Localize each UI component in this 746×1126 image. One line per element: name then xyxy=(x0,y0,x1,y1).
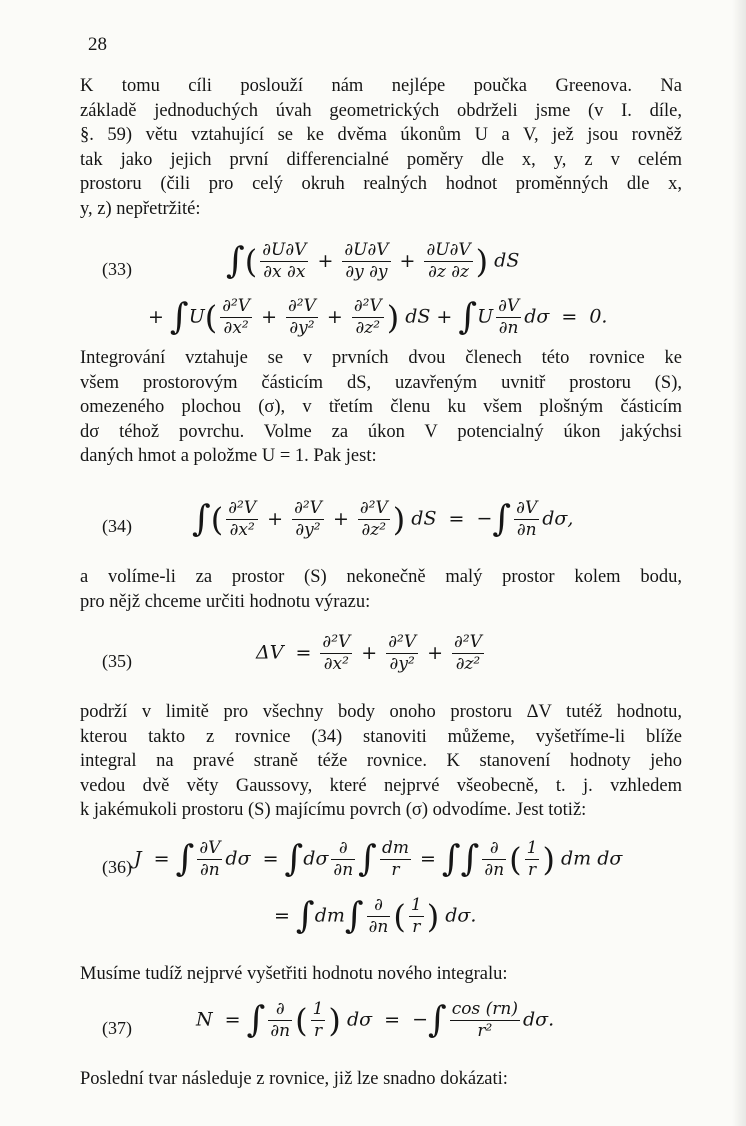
equation-number: (35) xyxy=(102,651,132,671)
text-line: Musíme tudíž nejprvé vyšetřiti hodnotu nového integralu: xyxy=(80,964,508,984)
equation-35: ΔV = $\frac{\text{∂²V}}{\text{∂x²}}$ + $\frac{\text{∂²V}}{\text{∂y²}}$ + $\frac{\text{∂²V}}{\text{∂z²}}$ xyxy=(256,632,482,674)
text-line: daných hmot a položme U = 1. Pak jest: xyxy=(80,446,377,466)
text-line: základě jednoduchých úvah geometrických obdrželi jsme (v I. díle, xyxy=(80,100,682,121)
text-line: kterou takto z rovnice (34) stanoviti můžeme, vyšetříme-li blíže xyxy=(80,726,682,747)
equation-number: (34) xyxy=(102,516,132,536)
text-line: dσ téhož povrchu. Volme za úkon V potencialný úkon jakýchsi xyxy=(80,421,682,442)
text-line: prostoru (čili pro celý okruh realných hodnot proměnných dle x, xyxy=(80,174,682,194)
text-line: a volíme-li za prostor (S) nekonečně malý prostor kolem bodu, xyxy=(80,567,682,587)
paragraph-limit xyxy=(80,700,682,823)
text-line: pro nějž chceme určiti hodnotu výrazu: xyxy=(80,591,371,612)
page-edge-shadow xyxy=(732,0,746,1126)
text-line: podrží v limitě pro všechny body onoho prostoru ΔV tutéž hodnotu, xyxy=(80,702,682,722)
text-line: Poslední tvar následuje z rovnice, již lze snadno dokázati: xyxy=(80,1069,508,1089)
text-line: K tomu cíli poslouží nám nejlépe poučka Greenova. Na xyxy=(80,76,682,96)
page-number: 28 xyxy=(88,34,107,55)
text-line: §. 59) větu vztahující se ke dvěma úkonům U a V, jež jsou rovněž xyxy=(80,125,682,145)
paragraph-intro xyxy=(80,74,682,221)
equation-34: ∫( $\frac{\text{∂²V}}{\text{∂x²}}$ + $\frac{\text{∂²V}}{\text{∂y²}}$ + $\frac{\text{∂²V}}{\text{∂z²}}$ ) dS = −∫ $\frac{\partial V}{\partial n}$ dσ, xyxy=(192,498,574,540)
text-line: y, z) nepřetržité: xyxy=(80,198,201,219)
text-line: omezeného plochou (σ), v třetím členu ku všem plošným částicím xyxy=(80,397,682,417)
equation-36-line-1: J = ∫ $\frac{\partial V}{\partial n}$ dσ = ∫dσ $\frac{\partial}{\partial n}$ ∫ $\frac{dm}{r}$ = ∫∫ $\frac{\partial}{\partial n}$ ( $\frac{1}{r}$ ) dm dσ xyxy=(134,838,623,880)
equation-number: (37) xyxy=(102,1018,132,1038)
paragraph-new-integral xyxy=(80,962,682,987)
text-line: vedou dvě věty Gaussovy, které nejprvé všeobecně, t. j. vzhledem xyxy=(80,775,682,796)
paragraph-integration xyxy=(80,346,682,469)
text-line: Integrování vztahuje se v prvních dvou členech této rovnice ke xyxy=(80,348,682,368)
paragraph-volume xyxy=(80,565,682,614)
paragraph-last xyxy=(80,1067,682,1092)
text-line: k jakémukoli prostoru (S) majícímu povrch (σ) odvodíme. Jest totiž: xyxy=(80,800,587,820)
text-line: integral na pravé straně téže rovnice. K stanovení hodnoty jeho xyxy=(80,751,682,771)
equation-number: (36) xyxy=(102,857,132,877)
equation-33-line-1: ∫( $\frac{\partial U\partial V}{\partial x \partial x}$ + $\frac{\partial U\partial V}{\partial y \partial y}$ + $\frac{\partial U\partial V}{\partial z \partial z}$ ) dS xyxy=(226,240,520,282)
equation-37: N = ∫ $\frac{\partial}{\partial n}$ ( $\frac{1}{r}$ ) dσ = −∫ $\frac{\cos (rn)}{\text{r²}}$ dσ. xyxy=(196,999,555,1041)
text-line: tak jako jejich první differencialné poměry dle x, y, z v celém xyxy=(80,149,682,170)
equation-33-line-2: + ∫U( $\frac{\text{∂²V}}{\text{∂x²}}$ + $\frac{\text{∂²V}}{\text{∂y²}}$ + $\frac{\text{∂²V}}{\text{∂z²}}$ ) dS + ∫U $\frac{\partial V}{\partial n}$ dσ = 0. xyxy=(148,296,608,338)
equation-number: (33) xyxy=(102,259,132,279)
equation-36-line-2: = ∫dm∫ $\frac{\partial}{\partial n}$ ( $\frac{1}{r}$ ) dσ. xyxy=(274,895,477,937)
text-line: všem prostorovým částicím dS, uzavřeným uvnitř prostoru (S), xyxy=(80,372,682,393)
